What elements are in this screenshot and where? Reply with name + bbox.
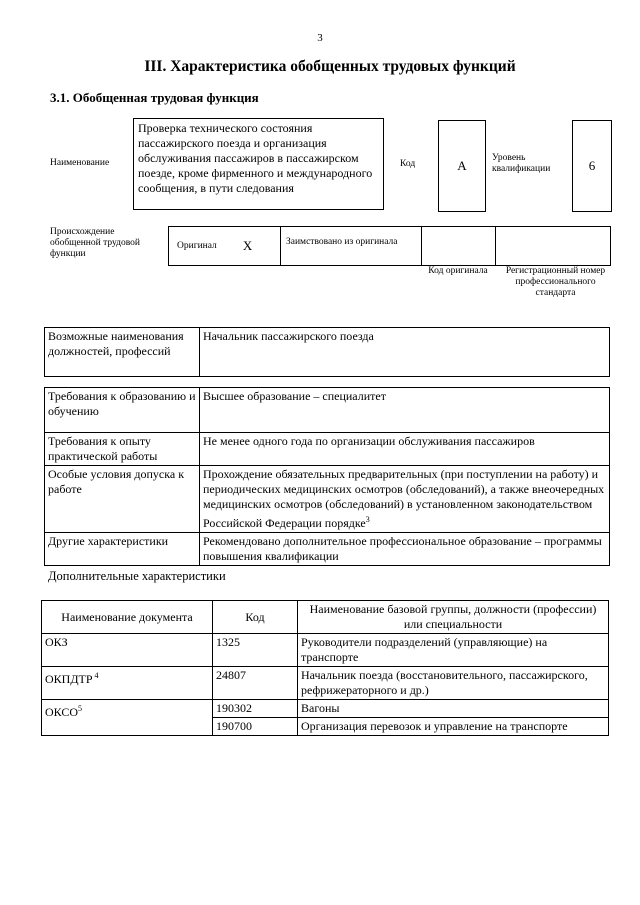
name-cell: Начальник поезда (восстановительного, пассажирского, рефрижераторного и др.) xyxy=(298,667,609,700)
name-label: Наименование xyxy=(50,158,110,168)
origin-original-cell xyxy=(169,227,281,265)
doc-cell xyxy=(42,634,213,667)
requirement-value: Высшее образование – специалитет xyxy=(200,388,610,433)
requirement-row xyxy=(45,433,610,466)
original-code-cell xyxy=(422,227,496,265)
header-row xyxy=(42,601,609,634)
additional-heading: Дополнительные характеристики xyxy=(48,569,226,583)
name-cell: Руководители подразделений (управляющие) на транспорте xyxy=(298,634,609,667)
borrowed-label: Заимствовано из оригинала xyxy=(286,237,398,247)
requirements-table xyxy=(44,387,610,566)
function-name-box: Проверка технического состояния пассажирского поезда и организация обслуживания пассажиров в пассажирском поезде, кроме фирменного и международного сообщения, в пути следования xyxy=(133,118,384,210)
positions-table xyxy=(44,327,610,377)
original-label: Оригинал xyxy=(177,240,217,251)
original-code-caption: Код оригинала xyxy=(428,266,488,276)
code-cell: 1325 xyxy=(213,634,298,667)
doc-name: ОКПДТР xyxy=(45,672,93,686)
requirement-text: Прохождение обязательных предварительных (при поступлении на работу) и периодических медицинских осмотров (обследований), а также внеочередных медицинских осмотров (обследований) в установленном законодательством Российской Федерации порядке xyxy=(203,467,605,530)
table-row xyxy=(42,700,609,718)
section-title: III. Характеристика обобщенных трудовых функций xyxy=(144,58,516,75)
requirement-row xyxy=(45,533,610,566)
original-mark: X xyxy=(242,238,253,253)
name-cell: Организация перевозок и управление на транспорте xyxy=(298,718,609,736)
code-cell: 24807 xyxy=(213,667,298,700)
origin-table xyxy=(168,226,611,266)
doc-cell xyxy=(42,700,213,736)
borrowed-cell xyxy=(281,227,422,265)
requirement-label: Требования к образованию и обучению xyxy=(45,388,200,433)
doc-cell xyxy=(42,667,213,700)
requirement-label: Требования к опыту практической работы xyxy=(45,433,200,466)
code-cell: 190700 xyxy=(213,718,298,736)
name-cell: Вагоны xyxy=(298,700,609,718)
requirement-value xyxy=(200,466,610,533)
level-value-box: 6 xyxy=(572,120,612,212)
positions-label: Возможные наименования должностей, профессий xyxy=(45,328,200,377)
footnote-ref: 3 xyxy=(365,515,370,524)
requirement-value: Рекомендовано дополнительное профессиональное образование – программы повышения квалификации xyxy=(200,533,610,566)
positions-value: Начальник пассажирского поезда xyxy=(200,328,610,377)
code-value-box: А xyxy=(438,120,486,212)
footnote-ref: 4 xyxy=(92,671,99,680)
origin-label: Происхождение обобщенной трудовой функции xyxy=(50,227,140,259)
header-name: Наименование базовой группы, должности (профессии) или специальности xyxy=(298,601,609,634)
additional-table xyxy=(41,600,609,736)
positions-row xyxy=(45,328,610,377)
code-cell: 190302 xyxy=(213,700,298,718)
doc-name: ОКСО xyxy=(45,705,79,719)
level-label: Уровень квалификации xyxy=(492,153,551,174)
page-number: 3 xyxy=(317,32,323,44)
requirement-value: Не менее одного года по организации обслуживания пассажиров xyxy=(200,433,610,466)
requirement-label: Особые условия допуска к работе xyxy=(45,466,200,533)
requirement-label: Другие характеристики xyxy=(45,533,200,566)
footnote-ref: 5 xyxy=(78,704,83,713)
code-label: Код xyxy=(400,159,416,169)
table-row xyxy=(42,667,609,700)
requirement-row xyxy=(45,388,610,433)
requirement-row xyxy=(45,466,610,533)
header-code: Код xyxy=(213,601,298,634)
subsection-title: 3.1. Обобщенная трудовая функция xyxy=(50,90,259,105)
header-document: Наименование документа xyxy=(42,601,213,634)
doc-name: ОКЗ xyxy=(45,635,68,649)
reg-number-cell xyxy=(496,227,610,265)
table-row xyxy=(42,634,609,667)
reg-number-caption: Регистрационный номер профессионального стандарта xyxy=(505,266,606,298)
